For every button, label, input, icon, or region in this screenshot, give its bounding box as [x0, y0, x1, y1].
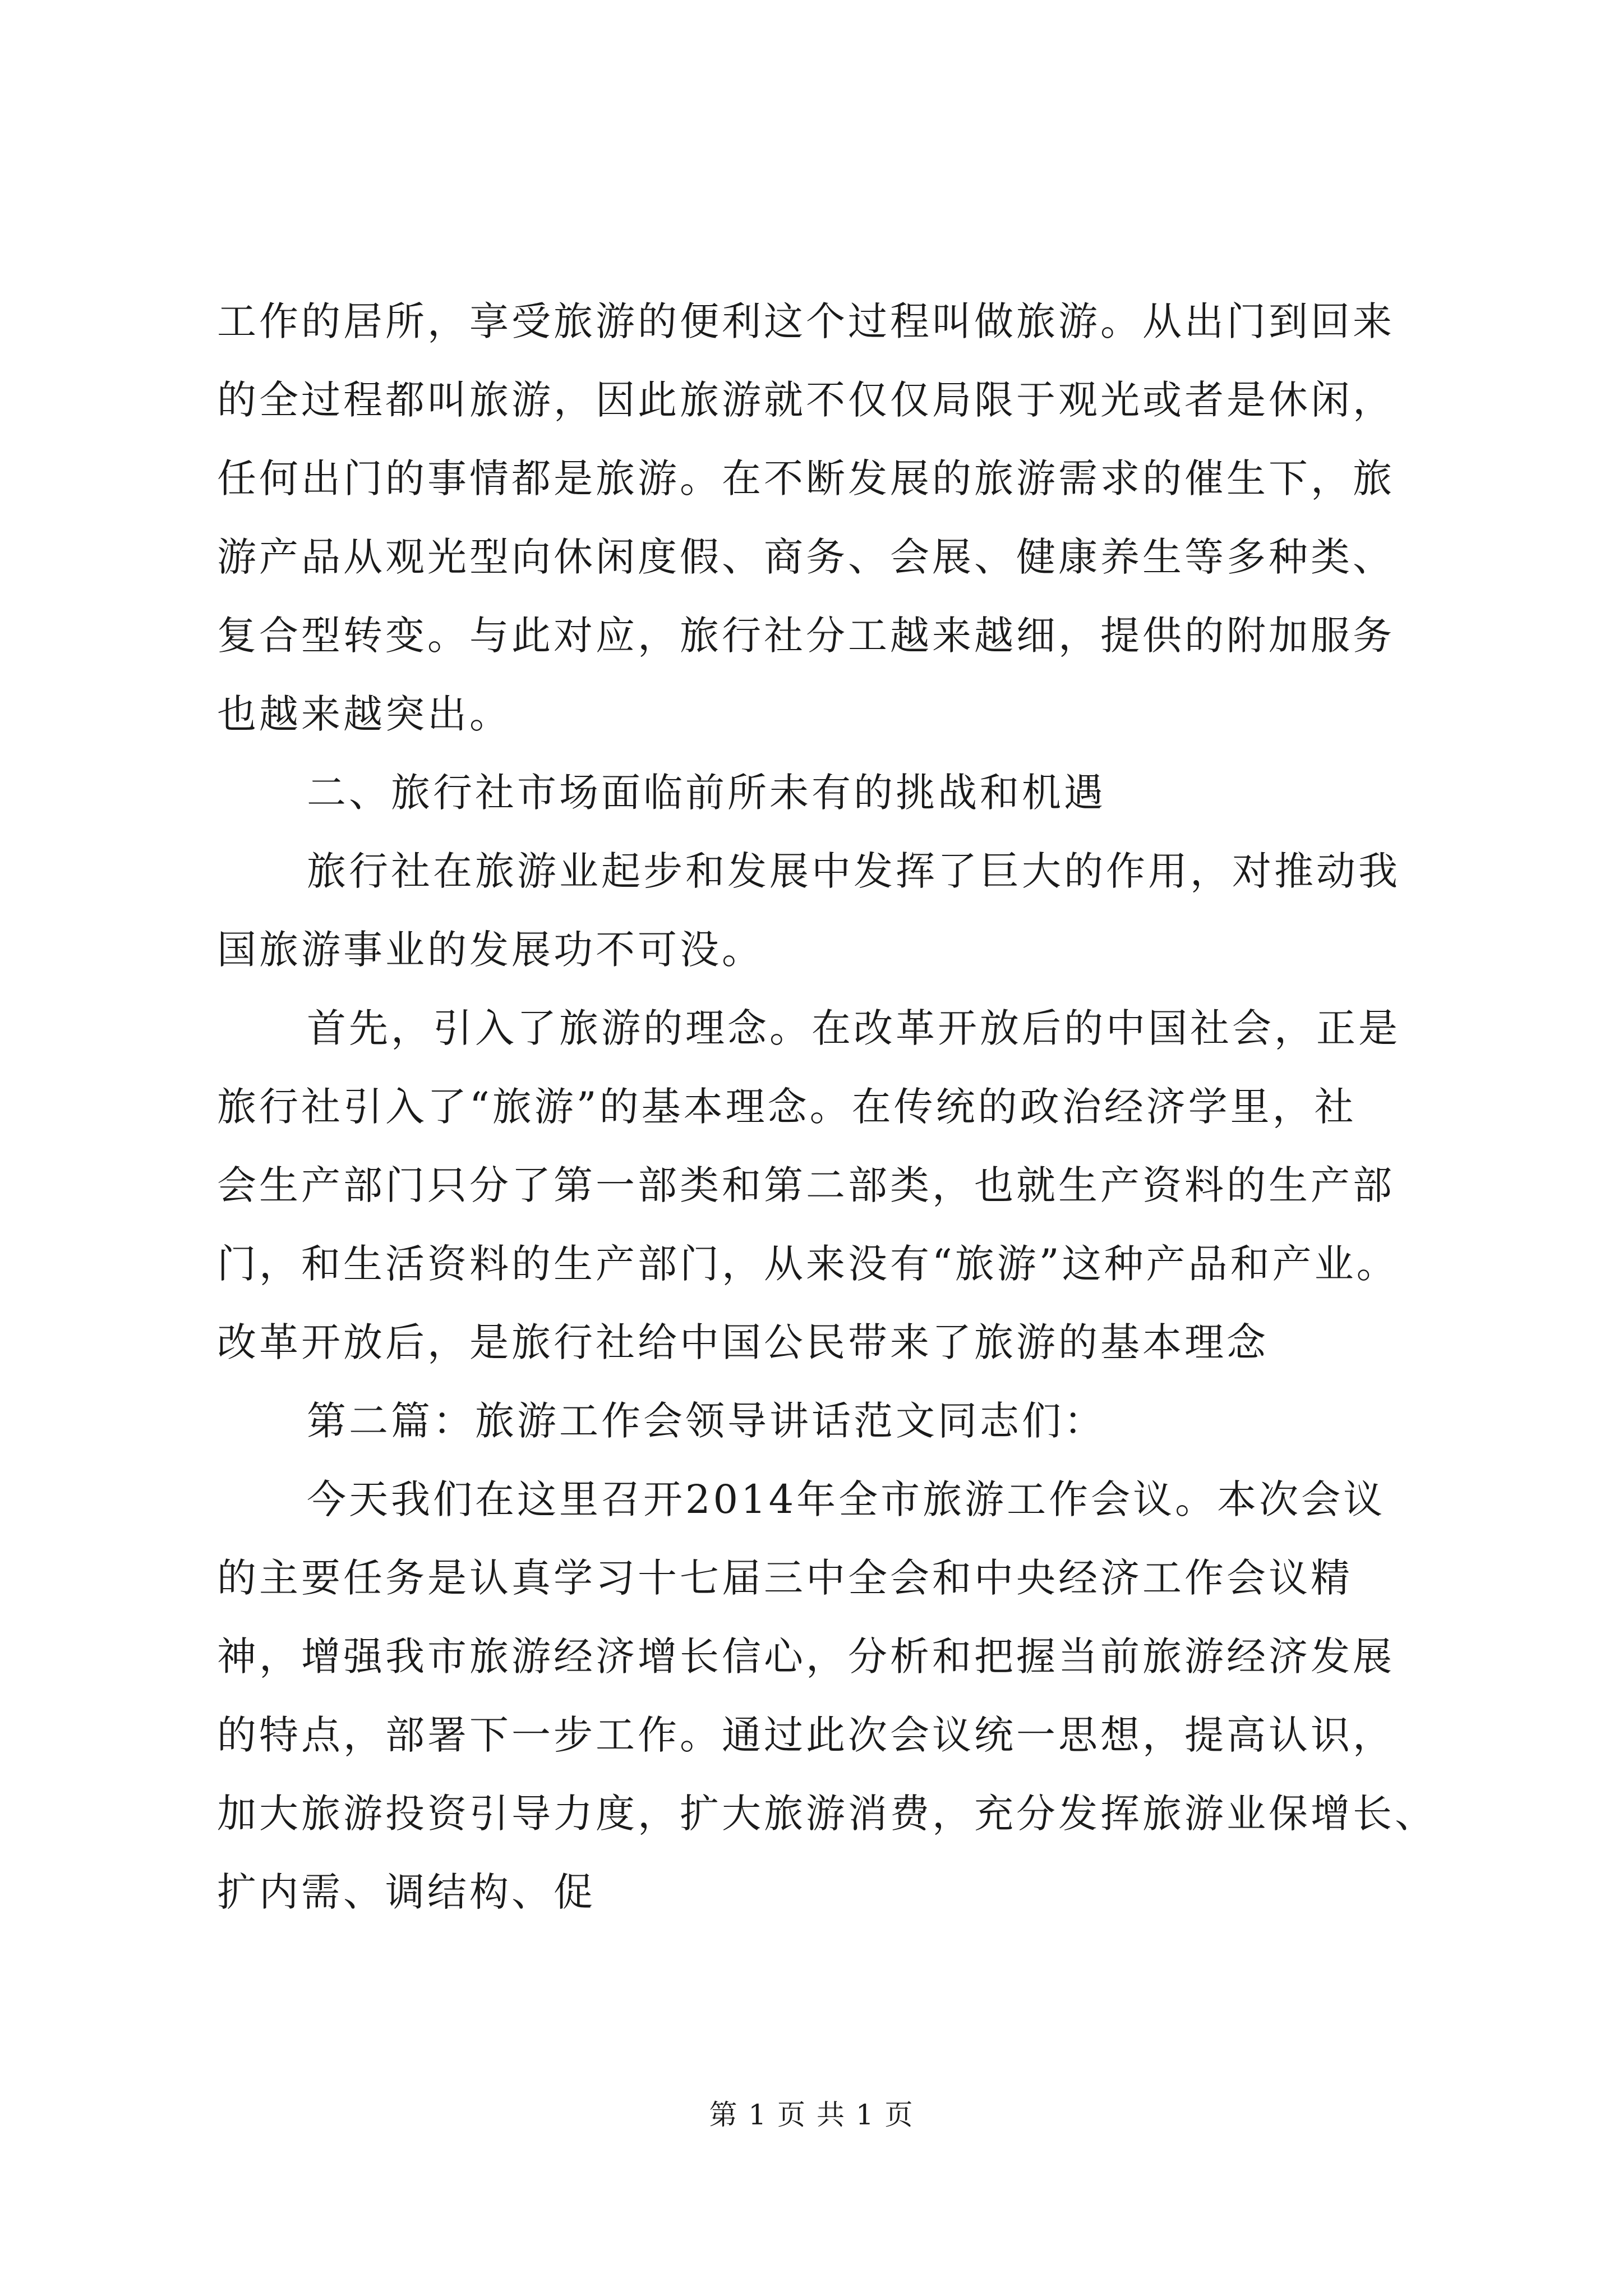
text-line: 旅行社在旅游业起步和发展中发挥了巨大的作用，对推动我: [307, 848, 1400, 894]
text-line: 的特点，部署下一步工作。通过此次会议统一思想，提高认识，: [217, 1712, 1395, 1758]
text-line: 加大旅游投资引导力度，扩大旅游消费，充分发挥旅游业保增长、: [217, 1791, 1437, 1837]
text-line: 的全过程都叫旅游，因此旅游就不仅仅局限于观光或者是休闲，: [217, 377, 1395, 423]
text-line: 今天我们在这里召开2014年全市旅游工作会议。本次会议: [307, 1476, 1386, 1522]
text-line: 会生产部门只分了第一部类和第二部类，也就生产资料的生产部: [217, 1162, 1395, 1208]
text-line: 复合型转变。与此对应，旅行社分工越来越细，提供的附加服务: [217, 613, 1395, 659]
page-number-footer: 第 1 页 共 1 页: [709, 2099, 914, 2131]
text-line: 门，和生活资料的生产部门，从来没有“旅游”这种产品和产业。: [217, 1241, 1399, 1287]
text-line: 游产品从观光型向休闲度假、商务、会展、健康养生等多种类、: [217, 534, 1395, 580]
text-line: 改革开放后，是旅行社给中国公民带来了旅游的基本理念: [217, 1319, 1269, 1365]
text-line: 首先，引入了旅游的理念。在改革开放后的中国社会，正是: [307, 1005, 1400, 1051]
text-line: 国旅游事业的发展功不可没。: [217, 927, 764, 973]
text-line: 旅行社引入了“旅游”的基本理念。在传统的政治经济学里，社: [217, 1084, 1357, 1130]
text-line: 工作的居所，享受旅游的便利这个过程叫做旅游。从出门到回来: [217, 298, 1395, 344]
section-heading: 二、旅行社市场面临前所未有的挑战和机遇: [307, 770, 1106, 816]
text-line: 也越来越突出。: [217, 691, 511, 737]
text-line: 扩内需、调结构、促: [217, 1869, 596, 1915]
text-line: 任何出门的事情都是旅游。在不断发展的旅游需求的催生下，旅: [217, 455, 1395, 501]
text-line: 的主要任务是认真学习十七届三中全会和中央经济工作会议精: [217, 1555, 1353, 1601]
section-heading: 第二篇：旅游工作会领导讲话范文同志们：: [307, 1398, 1106, 1444]
text-line: 神，增强我市旅游经济增长信心，分析和把握当前旅游经济发展: [217, 1634, 1395, 1680]
